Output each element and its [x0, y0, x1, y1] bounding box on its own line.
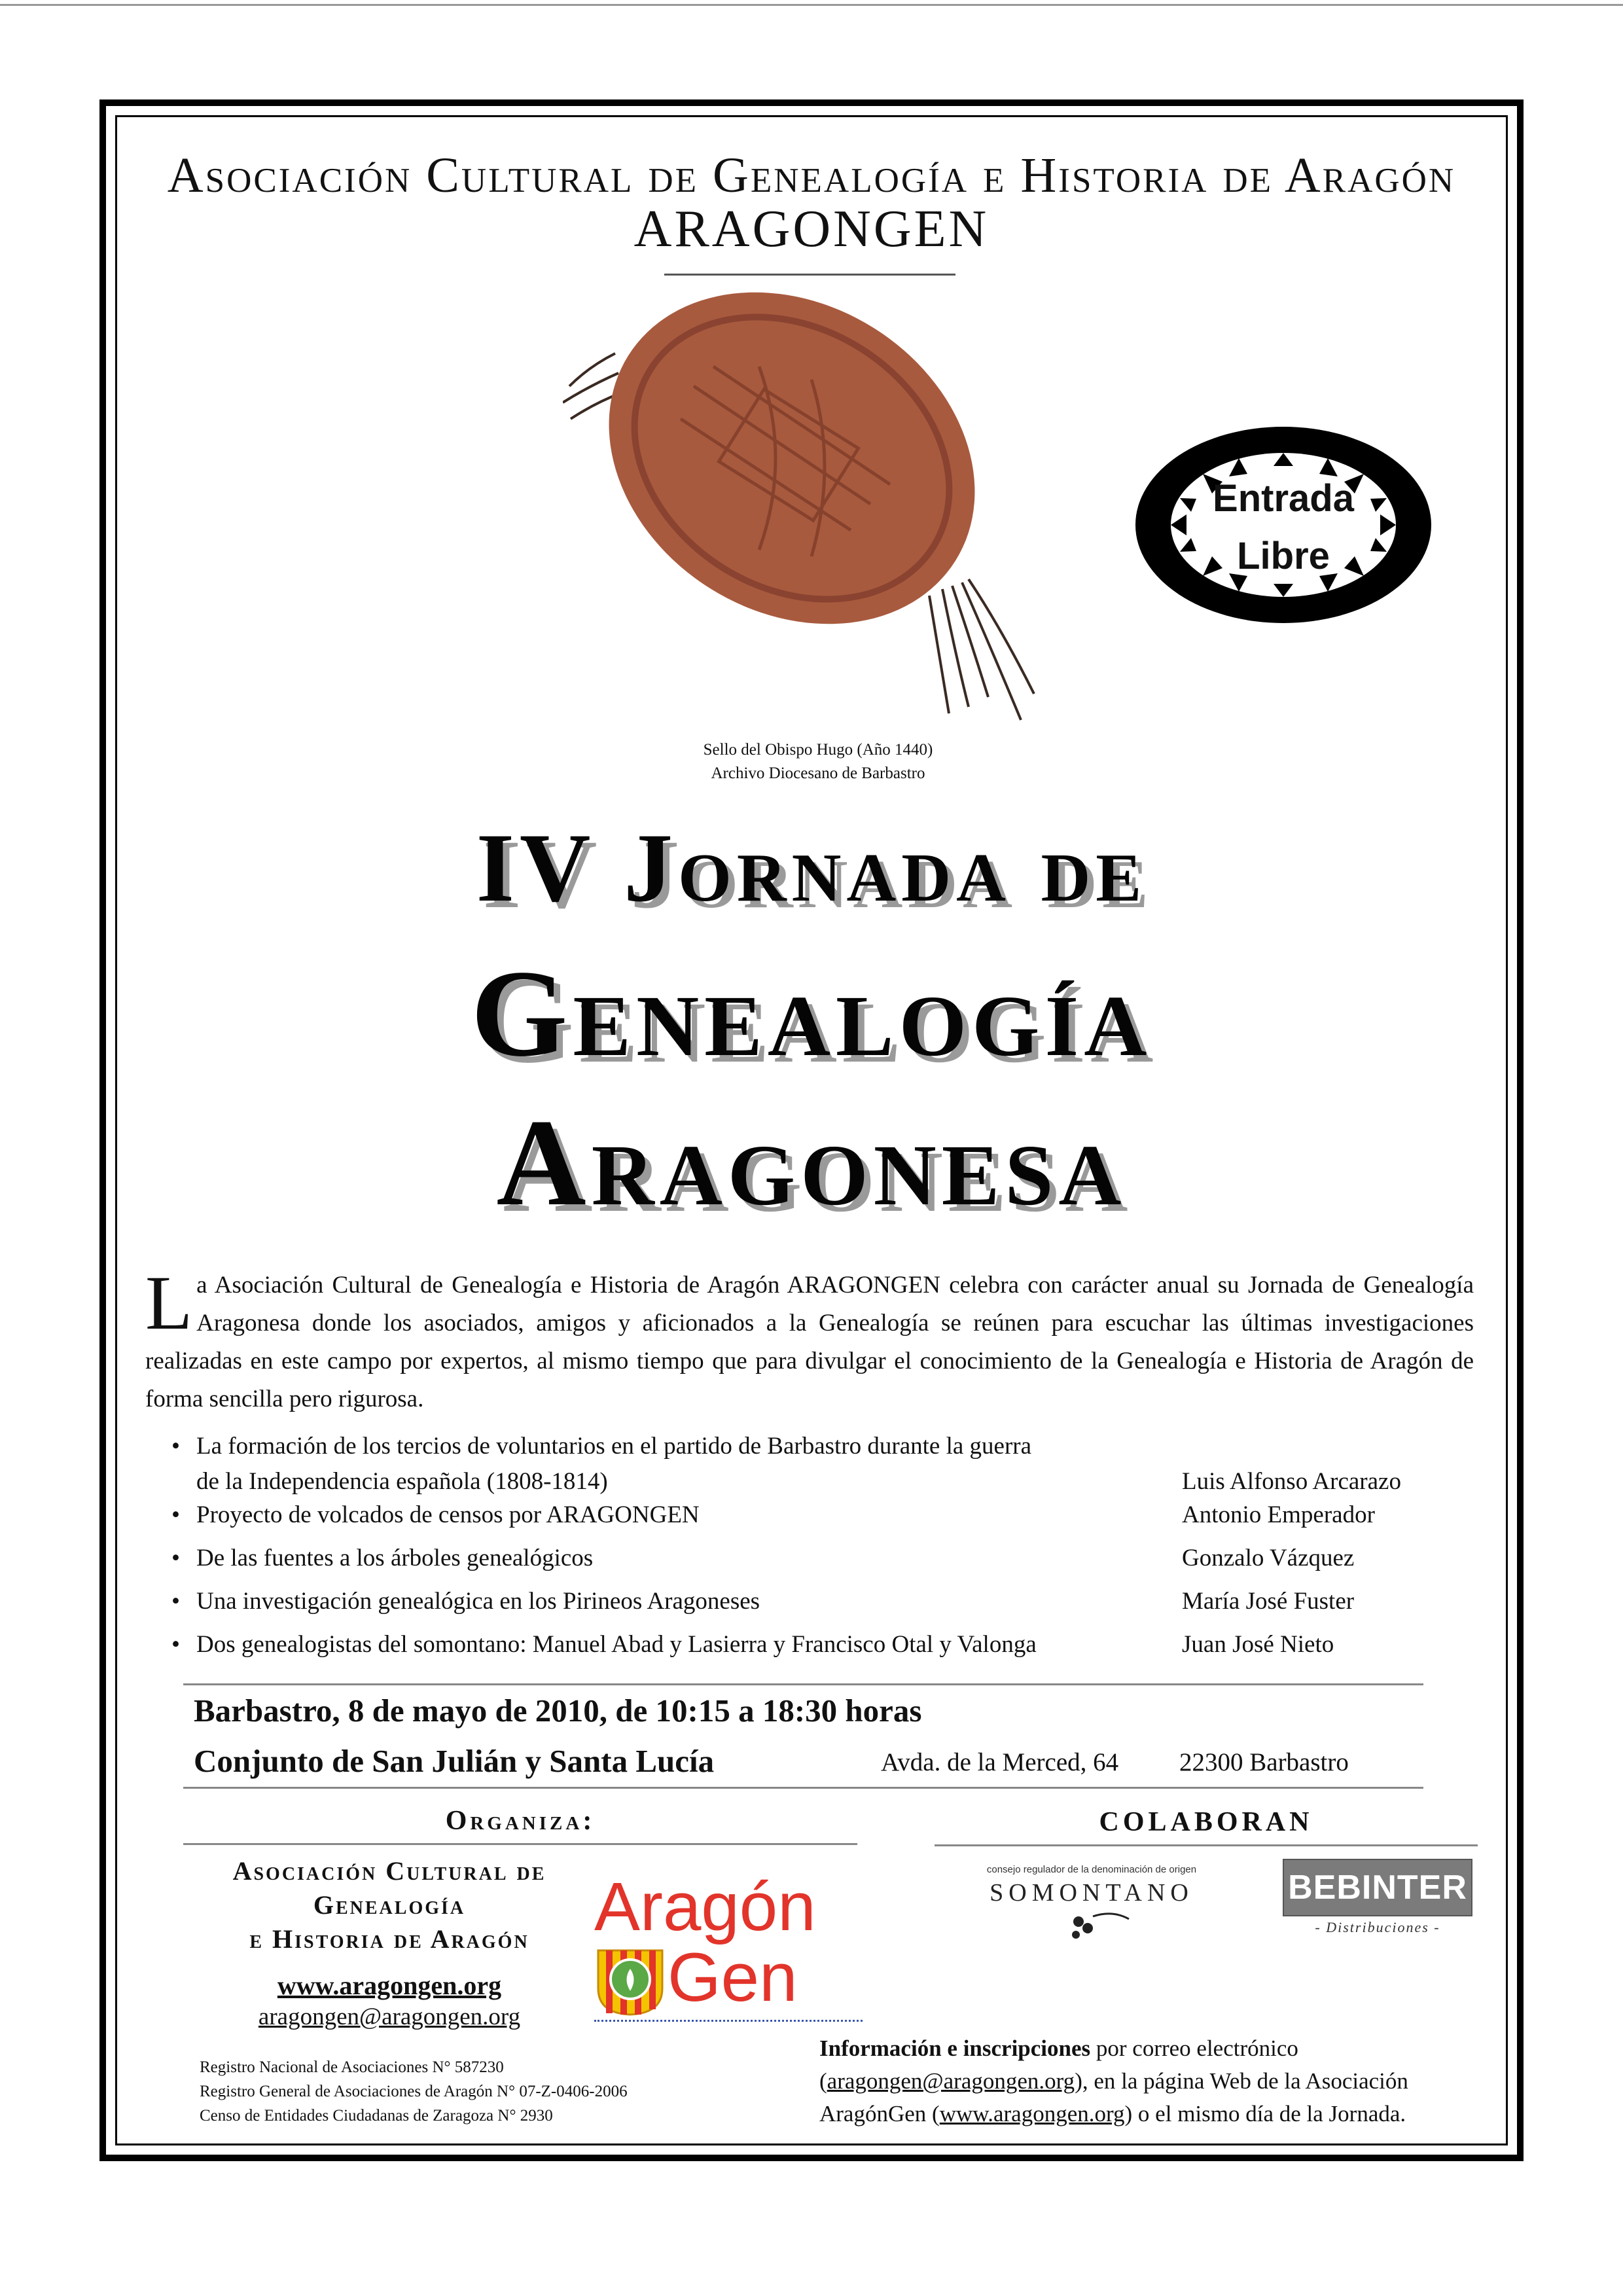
organiza-heading: Organiza: [445, 1806, 596, 1836]
intro-dropcap: L [145, 1260, 193, 1346]
info-divider-top [183, 1683, 1423, 1685]
logo-word-2: Gen [668, 1939, 798, 2016]
talk-title-5: • Dos genealogistas del somontano: Manuel Abad y Lasierra y Francisco Otal y Valonga [196, 1631, 1037, 1658]
talk-item-5 [196, 1627, 1126, 1662]
colaboran-heading: COLABORAN [1099, 1807, 1313, 1837]
talk-speaker-1: Luis Alfonso Arcarazo [1182, 1468, 1401, 1495]
talk-item-2 [196, 1498, 1126, 1533]
talk-speaker-4: María José Fuster [1182, 1588, 1355, 1615]
badge-line-1: Entrada [1213, 477, 1354, 520]
aragon-shield-icon [597, 1949, 664, 2016]
registry-line-1: Registro Nacional de Asociaciones N° 587230 [200, 2058, 504, 2076]
registry-line-3: Censo de Entidades Ciudadanas de Zaragoza N° 2930 [200, 2107, 553, 2125]
talk-title-4: • Una investigación genealógica en los Pirineos Aragoneses [196, 1588, 760, 1615]
talk-speaker-3: Gonzalo Vázquez [1182, 1545, 1355, 1571]
event-title-line-3: Aragonesa [496, 1094, 1127, 1232]
contact-text-3: AragónGen ( [819, 2101, 940, 2126]
contact-website-link[interactable]: www.aragongen.org [939, 2101, 1125, 2126]
organizer-email-link[interactable]: aragongen@aragongen.org [258, 2003, 521, 2030]
bebinter-logo [1283, 1859, 1472, 1916]
organizer-name-line-3: e Historia de Aragón [249, 1924, 529, 1954]
organizer-name-line-2: Genealogía [313, 1890, 466, 1920]
logo-word-1: Aragón [594, 1869, 816, 1945]
logo-underline [594, 2020, 863, 2022]
talk-title-1b: de la Independencia española (1808-1814) [196, 1468, 608, 1495]
intro-text: a Asociación Cultural de Genealogía e Historia de Aragón ARAGONGEN celebra con carácter anual su Jornada de Genealogía Aragonesa donde los asociados, amigos y aficionados a la Genealogía se reúnen para escuchar las últimas investigaciones realizadas en este campo por expertos, al mismo tiempo que para divulgar el conocimiento de la Genealogía e Historia de Aragón de forma sencilla pero rigurosa. [145, 1272, 1474, 1412]
intro-paragraph [145, 1260, 1474, 1418]
association-short-name: ARAGONGEN [633, 200, 990, 258]
somontano-grapes-icon [1060, 1910, 1132, 1943]
talk-speaker-5: Juan José Nieto [1182, 1631, 1334, 1658]
seal-image [563, 288, 1086, 733]
organizer-website-link[interactable]: www.aragongen.org [277, 1971, 502, 2000]
contact-info: Información e inscripciones por correo electrónico (aragongen@aragongen.org), en la página Web de la Asociación AragónGen (www.aragongen.org) o el mismo día de la Jornada. [819, 2036, 1408, 2126]
somontano-logo: SOMONTANO [990, 1879, 1194, 1907]
contact-bold-label: Información e inscripciones [819, 2036, 1091, 2061]
registry-line-2: Registro General de Asociaciones de Aragón N° 07-Z-0406-2006 [200, 2083, 628, 2100]
bebinter-name: BEBINTER [1288, 1869, 1467, 1907]
colaboran-divider [935, 1844, 1478, 1846]
event-title-line-2: Genealogía [471, 945, 1152, 1083]
talk-title-2: • Proyecto de volcados de censos por ARAGONGEN [196, 1501, 700, 1528]
event-address-street: Avda. de la Merced, 64 [881, 1748, 1119, 1776]
bebinter-subtitle: - Distribuciones - [1315, 1919, 1440, 1935]
seal-caption-1: Sello del Obispo Hugo (Año 1440) [703, 741, 933, 759]
somontano-tagline: consejo regulador de la denominación de origen [986, 1864, 1197, 1875]
seal-caption-2: Archivo Diocesano de Barbastro [711, 764, 925, 782]
contact-text-4: ) o el mismo día de la Jornada. [1124, 2101, 1406, 2126]
talk-title-3: • De las fuentes a los árboles genealógicos [196, 1545, 594, 1571]
talk-speaker-2: Antonio Emperador [1182, 1501, 1375, 1528]
talk-item-3 [196, 1541, 1126, 1576]
organizer-name-line-1: Asociación Cultural de [232, 1856, 546, 1886]
organizer-name [183, 1854, 596, 1956]
talk-item-4 [196, 1584, 1126, 1619]
badge-line-2: Libre [1237, 535, 1330, 577]
event-venue: Conjunto de San Julián y Santa Lucía [194, 1743, 715, 1779]
association-title: Asociación Cultural de Genealogía e Historia de Aragón [167, 148, 1456, 203]
event-address-city: 22300 Barbastro [1179, 1748, 1349, 1776]
top-divider [0, 4, 1623, 6]
event-title-line-1: IV Jornada de [476, 814, 1147, 922]
contact-text-1: por correo electrónico [1090, 2036, 1298, 2061]
talk-title-1a: • La formación de los tercios de voluntarios en el partido de Barbastro durante la guerra [196, 1433, 1032, 1460]
event-datetime: Barbastro, 8 de mayo de 2010, de 10:15 a 18:30 horas [194, 1693, 922, 1729]
header-divider [664, 274, 955, 276]
contact-email-link[interactable]: aragongen@aragongen.org [827, 2068, 1075, 2094]
info-divider-bottom [183, 1787, 1423, 1789]
organiza-divider [183, 1843, 857, 1845]
contact-text-2: , en la página Web de la Asociación [1082, 2068, 1408, 2094]
talk-item-1 [196, 1429, 1126, 1499]
